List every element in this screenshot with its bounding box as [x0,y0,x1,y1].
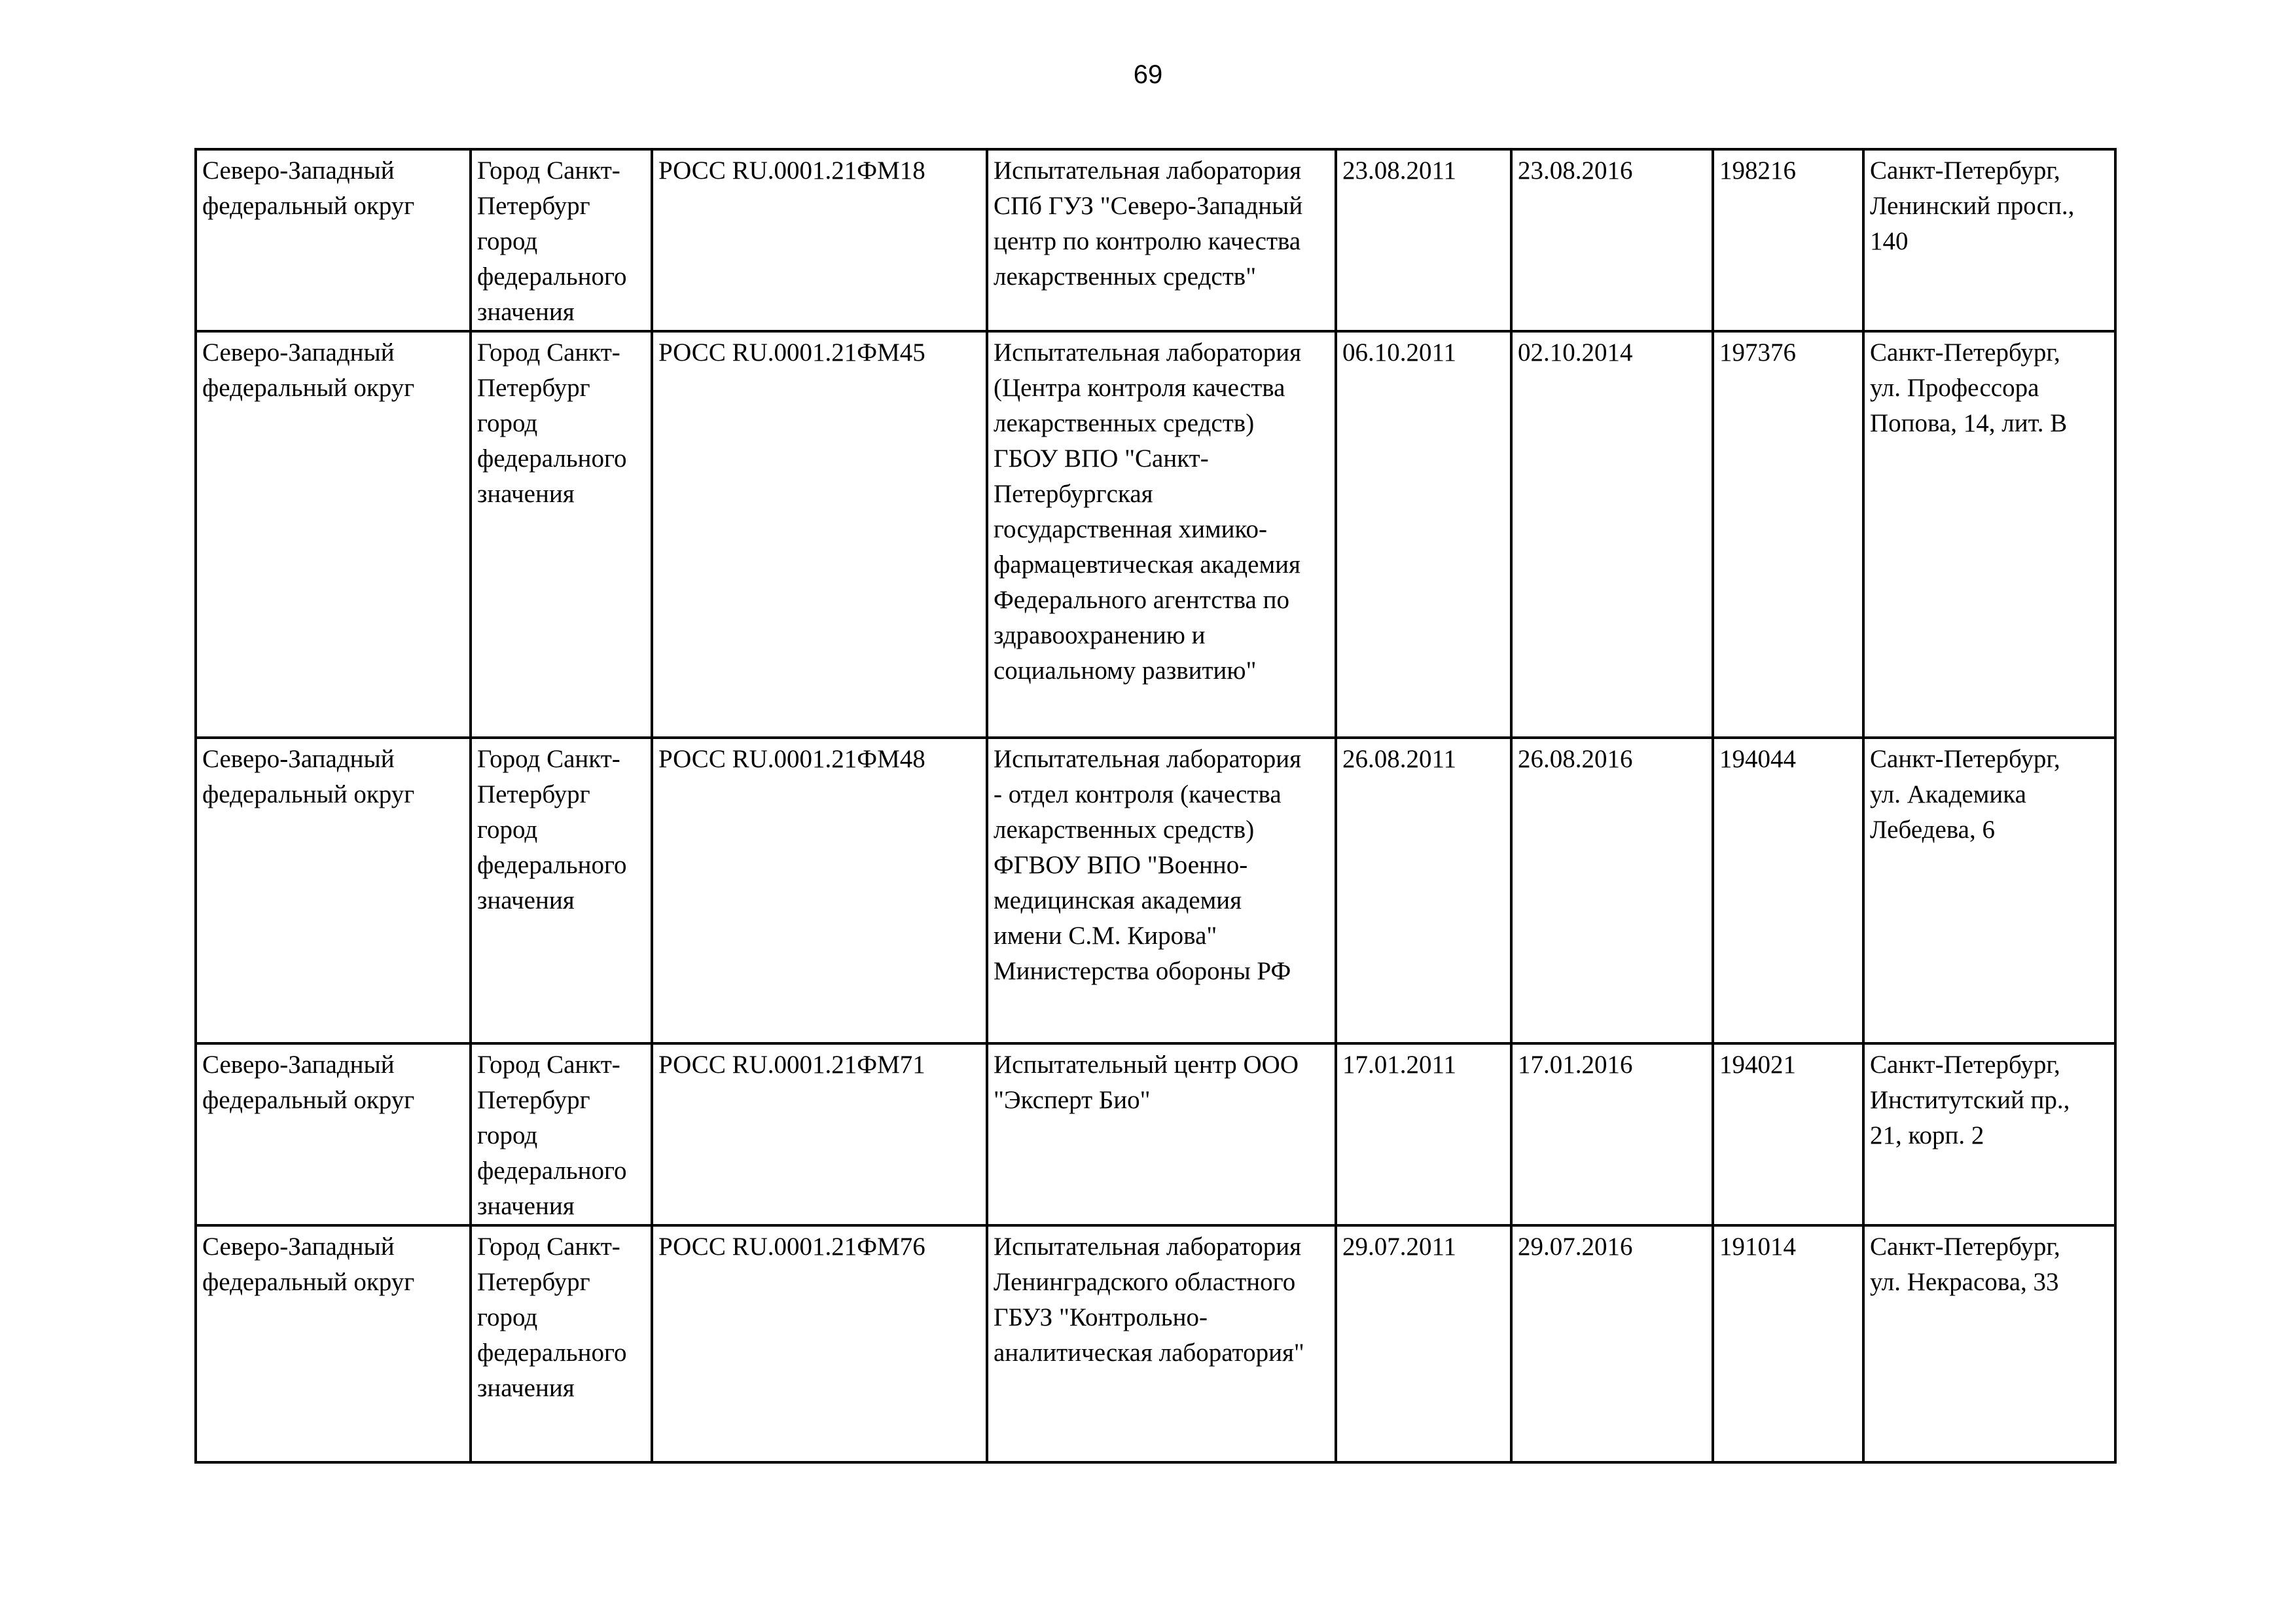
date-to-cell: 02.10.2014 [1511,331,1713,738]
postcode-cell: 191014 [1713,1225,1863,1462]
region-cell: Город Санкт- Петербург город федерального значения [471,1043,652,1225]
laboratory-name-cell: Испытательная лаборатория - отдел контроля (качества лекарственных средств) ФГВОУ ВПО "Военно- медицинская академия имени С.М. Кирова" Министерства обороны РФ [987,738,1336,1043]
laboratory-name-cell: Испытательная лаборатория (Центра контроля качества лекарственных средств) ГБОУ ВПО "Санкт- Петербургская государственная химико- фармацевтическая академия Федерального агентства по здравоохранению и социальному развитию" [987,331,1336,738]
laboratories-table [194,148,2117,1464]
region-cell: Город Санкт- Петербург город федерального значения [471,149,652,331]
table-row [196,738,2115,1043]
laboratory-name-cell: Испытательная лаборатория Ленинградского областного ГБУЗ "Контрольно- аналитическая лаборатория" [987,1225,1336,1462]
postcode-cell: 194021 [1713,1043,1863,1225]
district-cell: Северо-Западный федеральный округ [196,1225,471,1462]
certificate-cell: РОСС RU.0001.21ФМ18 [652,149,987,331]
certificate-cell: РОСС RU.0001.21ФМ45 [652,331,987,738]
table-row [196,149,2115,331]
table-row [196,1225,2115,1462]
date-to-cell: 23.08.2016 [1511,149,1713,331]
postcode-cell: 194044 [1713,738,1863,1043]
certificate-cell: РОСС RU.0001.21ФМ71 [652,1043,987,1225]
laboratory-name-cell: Испытательный центр ООО "Эксперт Био" [987,1043,1336,1225]
laboratory-name-cell: Испытательная лаборатория СПб ГУЗ "Северо-Западный центр по контролю качества лекарственных средств" [987,149,1336,331]
table-row [196,331,2115,738]
district-cell: Северо-Западный федеральный округ [196,331,471,738]
date-to-cell: 29.07.2016 [1511,1225,1713,1462]
date-from-cell: 26.08.2011 [1336,738,1511,1043]
date-from-cell: 29.07.2011 [1336,1225,1511,1462]
page-number: 69 [1133,60,1163,89]
district-cell: Северо-Западный федеральный округ [196,1043,471,1225]
address-cell: Санкт-Петербург, ул. Академика Лебедева, 6 [1863,738,2115,1043]
region-cell: Город Санкт- Петербург город федерального значения [471,738,652,1043]
date-from-cell: 06.10.2011 [1336,331,1511,738]
district-cell: Северо-Западный федеральный округ [196,738,471,1043]
postcode-cell: 198216 [1713,149,1863,331]
region-cell: Город Санкт- Петербург город федерального значения [471,1225,652,1462]
region-cell: Город Санкт- Петербург город федерального значения [471,331,652,738]
date-from-cell: 17.01.2011 [1336,1043,1511,1225]
date-to-cell: 17.01.2016 [1511,1043,1713,1225]
address-cell: Санкт-Петербург, ул. Профессора Попова, 14, лит. В [1863,331,2115,738]
date-from-cell: 23.08.2011 [1336,149,1511,331]
date-to-cell: 26.08.2016 [1511,738,1713,1043]
district-cell: Северо-Западный федеральный округ [196,149,471,331]
postcode-cell: 197376 [1713,331,1863,738]
address-cell: Санкт-Петербург, Институтский пр., 21, корп. 2 [1863,1043,2115,1225]
address-cell: Санкт-Петербург, ул. Некрасова, 33 [1863,1225,2115,1462]
certificate-cell: РОСС RU.0001.21ФМ76 [652,1225,987,1462]
certificate-cell: РОСС RU.0001.21ФМ48 [652,738,987,1043]
address-cell: Санкт-Петербург, Ленинский просп., 140 [1863,149,2115,331]
table-row [196,1043,2115,1225]
